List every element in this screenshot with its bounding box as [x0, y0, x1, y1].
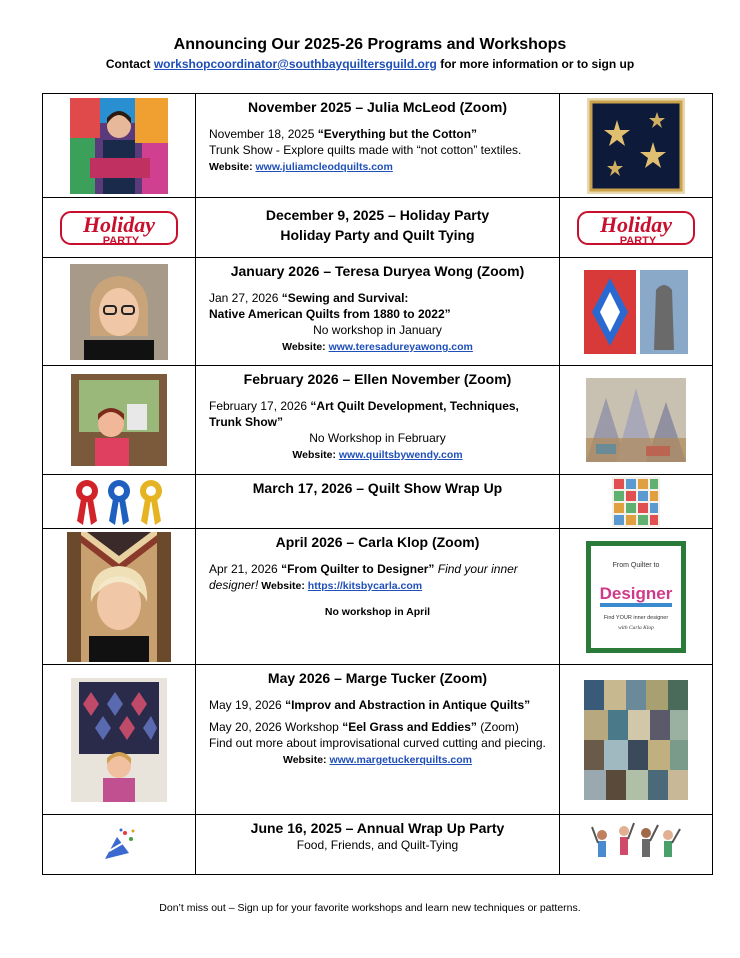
page-title: Announcing Our 2025-26 Programs and Workshops: [173, 36, 567, 53]
program-row-november: [43, 94, 713, 198]
marge-tucker-photo: [71, 678, 167, 802]
art-quilt-image: [586, 378, 686, 462]
program-tagline: Find your inner designer!: [209, 562, 518, 592]
photo-cell: [43, 258, 196, 366]
holiday-logo-cell: [560, 198, 713, 258]
program-row-march: [43, 475, 713, 529]
photo-cell: [43, 94, 196, 198]
photo-cell: [43, 366, 196, 475]
program-title: December 9, 2025 – Holiday Party: [265, 207, 490, 223]
award-ribbons-icon: [71, 477, 167, 527]
carla-klop-photo: [67, 532, 171, 662]
program-date: Jan 27, 2026: [209, 291, 282, 305]
workshop-note: No workshop in April: [324, 606, 431, 618]
program-table: [42, 93, 713, 875]
program-description: [196, 561, 559, 620]
program-details: [196, 366, 560, 475]
book-top-text: From Quilter to: [612, 561, 660, 569]
star-quilt-image: [587, 98, 685, 194]
program-title: March 17, 2026 – Quilt Show Wrap Up: [252, 480, 503, 496]
julia-mcleod-photo: [70, 98, 168, 194]
quilt-image-cell: [560, 258, 713, 366]
contact-email-link[interactable]: workshopcoordinator@southbayquiltersguild.org: [153, 57, 437, 71]
book-subtitle-text: Find YOUR inner designer: [603, 614, 669, 621]
program-talk-title: “From Quilter to Designer”: [281, 562, 435, 576]
workshop-title: “Eel Grass and Eddies”: [342, 720, 477, 734]
website-link[interactable]: www.margetuckerquilts.com: [329, 754, 473, 766]
program-title: February 2026 – Ellen November (Zoom): [243, 371, 512, 387]
native-quilt-image: [584, 270, 688, 354]
website-link[interactable]: www.quiltsbywendy.com: [338, 449, 463, 461]
program-title: April 2026 – Carla Klop (Zoom): [275, 534, 480, 550]
photo-cell: [43, 665, 196, 815]
celebration-image-cell: [560, 815, 713, 875]
contact-suffix: for more information or to sign up: [436, 57, 635, 71]
program-talk-title: “Everything but the Cotton”: [317, 127, 478, 141]
holiday-logo-word: Holiday: [599, 211, 673, 237]
program-details: [196, 529, 560, 665]
holiday-logo-word: Holiday: [82, 211, 156, 237]
program-details: [196, 475, 560, 529]
website-label: Website:: [258, 580, 308, 592]
program-talk-title: “Art Quilt Development, Techniques, Trunk Show”: [209, 399, 519, 429]
quilt-image-cell: [560, 94, 713, 198]
program-details: [196, 815, 560, 875]
website-link[interactable]: www.juliamcleodquilts.com: [255, 161, 393, 173]
program-date: November 18, 2025: [209, 127, 318, 141]
program-talk-title: “Improv and Abstraction in Antique Quilts”: [285, 698, 531, 712]
website-label: Website:: [209, 161, 256, 173]
photo-cell: [43, 529, 196, 665]
program-desc-text: Trunk Show - Explore quilts made with “not cotton” textiles.: [209, 143, 522, 157]
program-title: May 2026 – Marge Tucker (Zoom): [267, 670, 488, 686]
program-title: June 16, 2025 – Annual Wrap Up Party: [250, 820, 505, 836]
program-date: February 17, 2026: [209, 399, 311, 413]
program-row-may: [43, 665, 713, 815]
ribbons-cell: [43, 475, 196, 529]
holiday-party-logo: [576, 206, 696, 250]
program-details: [196, 258, 560, 366]
celebrating-people-image: [588, 821, 684, 869]
book-cover-image: [586, 541, 686, 653]
program-details: [196, 665, 560, 815]
program-description: [196, 290, 559, 355]
program-description: [196, 126, 559, 175]
workshop-zoom: (Zoom): [476, 720, 519, 734]
program-details: [196, 94, 560, 198]
program-description: [196, 697, 559, 768]
website-label: Website:: [292, 449, 339, 461]
contact-prefix: Contact: [105, 57, 154, 71]
party-logo-word: PARTY: [619, 234, 657, 247]
program-details: [196, 198, 560, 258]
program-date: May 19, 2026: [209, 698, 286, 712]
book-author-text: with Carla Klop: [618, 624, 654, 631]
workshop-note: No workshop in January: [313, 323, 442, 337]
program-talk-title: “Sewing and Survival:: [281, 291, 409, 305]
program-row-february: [43, 366, 713, 475]
program-subtitle: Food, Friends, and Quilt-Tying: [296, 838, 459, 852]
party-icon-cell: [43, 815, 196, 875]
eel-grass-quilt-image: [584, 680, 688, 800]
workshop-note: No Workshop in February: [309, 431, 446, 445]
program-row-january: [43, 258, 713, 366]
program-row-june: [43, 815, 713, 875]
website-label: Website:: [282, 341, 329, 353]
program-row-december: [43, 198, 713, 258]
website-label: Website:: [282, 754, 330, 766]
quilt-image-cell: [560, 665, 713, 815]
website-link[interactable]: https://kitsbycarla.com: [307, 580, 423, 592]
program-description: [196, 398, 559, 463]
book-cover-cell: [560, 529, 713, 665]
workshop-date: May 20, 2026 Workshop: [209, 720, 343, 734]
program-title: November 2025 – Julia McLeod (Zoom): [247, 99, 508, 115]
program-talk-subtitle: Native American Quilts from 1880 to 2022”: [209, 307, 451, 321]
ellen-november-photo: [71, 374, 167, 466]
quilt-image-cell: [560, 475, 713, 529]
program-date: Apr 21, 2026: [209, 562, 282, 576]
program-title: January 2026 – Teresa Duryea Wong (Zoom): [230, 263, 525, 279]
holiday-party-logo: [59, 206, 179, 250]
book-title-text: Designer: [599, 583, 673, 603]
party-logo-word: PARTY: [102, 234, 140, 247]
footer-note: Don’t miss out – Sign up for your favorite workshops and learn new techniques or patterns.: [159, 902, 581, 914]
workshop-description: Find out more about improvisational curved cutting and piecing.: [209, 736, 546, 750]
program-row-april: [43, 529, 713, 665]
holiday-logo-cell: [43, 198, 196, 258]
sampler-quilt-image: [612, 477, 660, 527]
quilt-image-cell: [560, 366, 713, 475]
party-popper-icon: [99, 827, 139, 863]
website-link[interactable]: www.teresadureyawong.com: [328, 341, 473, 353]
teresa-wong-photo: [70, 264, 168, 360]
contact-line: [0, 57, 740, 71]
program-subtitle: Holiday Party and Quilt Tying: [280, 227, 475, 243]
